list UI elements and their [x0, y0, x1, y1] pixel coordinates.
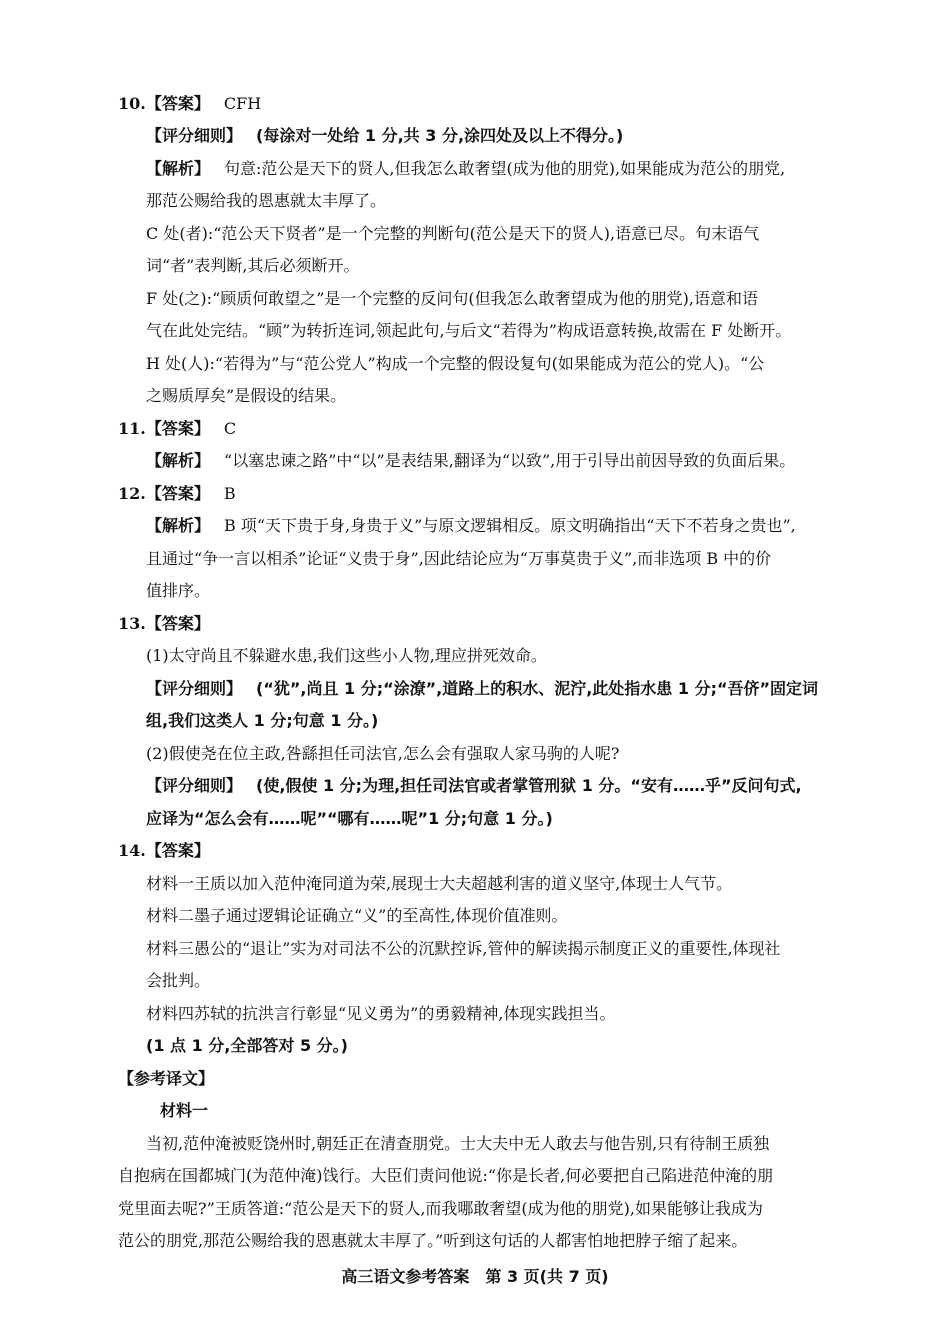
q14-material1: 材料一王质以加入范仲淹同道为荣,展现士大夫超越利害的道义坚守,体现士人气节。	[146, 874, 733, 893]
question-number: 11.	[118, 419, 146, 438]
q13-rubric1-line	[146, 679, 818, 699]
rubric-text: (“犹”,尚且 1 分;“涂潦”,道路上的积水、泥泞,此处指水患 1 分;“吾侪”固定词	[256, 679, 819, 698]
answer-value: C	[223, 419, 237, 438]
q10-answer-line	[118, 94, 261, 114]
q13-item2: (2)假使尧在位主政,咎繇担任司法官,怎么会有强取人家马驹的人呢?	[146, 744, 620, 763]
question-number: 12.	[118, 484, 146, 503]
q14-material2: 材料二墨子通过逻辑论证确立“义”的至高性,体现价值准则。	[146, 906, 568, 925]
q14-score-note: (1 点 1 分,全部答对 5 分。)	[146, 1036, 348, 1055]
q14-material4: 材料四苏轼的抗洪言行彰显“见义勇为”的勇毅精神,体现实践担当。	[146, 1004, 616, 1023]
question-number: 10.	[118, 94, 146, 113]
q12-analysis-line	[146, 516, 796, 536]
rubric-text: (使,假使 1 分;为理,担任司法官或者掌管刑狱 1 分。“安有……乎”反问句式,	[256, 776, 802, 795]
rubric-text: (每涂对一处给 1 分,共 3 分,涂四处及以上不得分。)	[256, 126, 624, 145]
q10-f-line: F 处(之):“顾质何敢望之”是一个完整的反问句(但我怎么敢奢望成为他的朋党),语意和语	[146, 289, 758, 308]
q13-rubric1-cont: 组,我们这类人 1 分;句意 1 分。)	[146, 711, 379, 730]
translation-paragraph-line: 党里面去呢?”王质答道:“范公是天下的贤人,而我哪敢奢望(成为他的朋党),如果能够让我成为	[118, 1199, 763, 1218]
answer-tag: 【答案】	[145, 94, 210, 113]
q12-analysis-cont: 且通过“争一言以相杀”论证“义贵于身”,因此结论应为“万事莫贵于义”,而非选项 B 中的价	[146, 549, 772, 568]
rubric-tag: 【评分细则】	[146, 679, 243, 698]
q13-answer-line	[118, 614, 210, 634]
q11-analysis-line	[146, 451, 795, 471]
q10-analysis-line	[146, 159, 785, 179]
q10-f-line-cont: 气在此处完结。“顾”为转折连词,领起此句,与后文“若得为”构成语意转换,故需在 F 处断开。	[146, 321, 792, 340]
answer-tag: 【答案】	[145, 841, 210, 860]
q10-rubric-line	[146, 126, 623, 146]
answer-value: CFH	[223, 94, 262, 113]
question-number: 14.	[118, 841, 146, 860]
analysis-tag: 【解析】	[146, 451, 211, 470]
q12-answer-line	[118, 484, 236, 504]
q13-rubric2-line	[146, 776, 802, 796]
answer-tag: 【答案】	[145, 419, 210, 438]
q10-h-line-cont: 之赐质厚矣”是假设的结果。	[146, 386, 347, 405]
q10-analysis-cont: 那范公赐给我的恩惠就太丰厚了。	[146, 191, 387, 210]
translation-material-title: 材料一	[160, 1101, 209, 1120]
rubric-tag: 【评分细则】	[146, 776, 243, 795]
question-number: 13.	[118, 614, 146, 633]
rubric-tag: 【评分细则】	[146, 126, 243, 145]
answer-tag: 【答案】	[145, 484, 210, 503]
answer-tag: 【答案】	[145, 614, 210, 633]
answer-value: B	[223, 484, 236, 503]
q14-answer-line	[118, 841, 210, 861]
analysis-tag: 【解析】	[146, 516, 211, 535]
analysis-text: 句意:范公是天下的贤人,但我怎么敢奢望(成为他的朋党),如果能成为范公的朋党,	[224, 159, 786, 178]
q14-material3-cont: 会批判。	[146, 971, 211, 990]
q13-rubric2-cont: 应译为“怎么会有……呢”“哪有……呢”1 分;句意 1 分。)	[146, 809, 553, 828]
translation-paragraph-line: 当初,范仲淹被贬饶州时,朝廷正在清查朋党。士大夫中无人敢去与他告别,只有待制王质独	[146, 1134, 770, 1153]
q13-item1: (1)太守尚且不躲避水患,我们这些小人物,理应拼死效命。	[146, 646, 547, 665]
analysis-text: “以塞忠谏之路”中“以”是表结果,翻译为“以致”,用于引导出前因导致的负面后果。	[224, 451, 796, 470]
translation-paragraph-line: 自抱病在国都城门(为范仲淹)饯行。大臣们责问他说:“你是长者,何必要把自己陷进范仲淹的朋	[118, 1166, 774, 1185]
translation-heading: 【参考译文】	[118, 1069, 215, 1088]
q12-analysis-cont2: 值排序。	[146, 581, 211, 600]
analysis-text: B 项“天下贵于身,身贵于义”与原文逻辑相反。原文明确指出“天下不若身之贵也”,	[224, 516, 796, 535]
q14-material3: 材料三愚公的“退让”实为对司法不公的沉默控诉,管仲的解读揭示制度正义的重要性,体现社	[146, 939, 781, 958]
page-footer: 高三语文参考答案 第 3 页(共 7 页)	[341, 1267, 609, 1286]
analysis-tag: 【解析】	[146, 159, 211, 178]
q11-answer-line	[118, 419, 236, 439]
q10-c-line-cont: 词“者”表判断,其后必须断开。	[146, 256, 360, 275]
q10-c-line: C 处(者):“范公天下贤者”是一个完整的判断句(范公是天下的贤人),语意已尽。句末语气	[146, 224, 760, 243]
q10-h-line: H 处(人):“若得为”与“范公党人”构成一个完整的假设复句(如果能成为范公的党人)。“公	[146, 354, 765, 373]
translation-paragraph-line: 范公的朋党,那范公赐给我的恩惠就太丰厚了。”听到这句话的人都害怕地把脖子缩了起来。	[118, 1231, 748, 1250]
